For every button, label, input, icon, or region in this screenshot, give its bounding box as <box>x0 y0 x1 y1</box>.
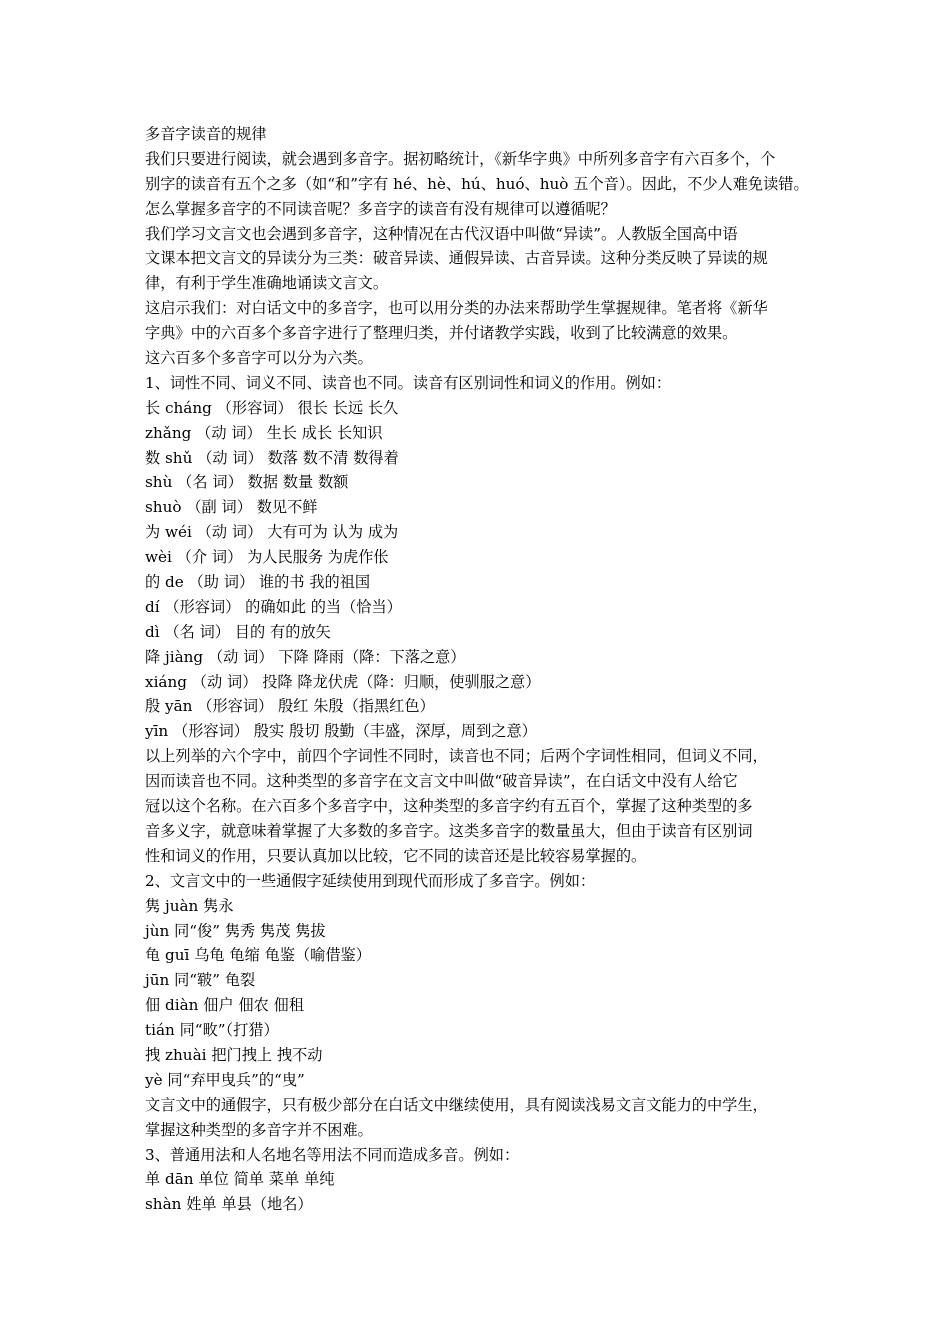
text-line: 律，有利于学生准确地诵读文言文。 <box>145 274 388 293</box>
text-line: 掌握这种类型的多音字并不困难。 <box>145 1120 373 1139</box>
example-line: wèi （介 词） 为人民服务 为虎作伥 <box>145 548 389 567</box>
text-line: 音多义字，就意味着掌握了大多数的多音字。这类多音字的数量虽大，但由于读音有区别词 <box>145 821 753 840</box>
example-line: 单 dān 单位 简单 菜单 单纯 <box>145 1170 335 1189</box>
text-line: 性和词义的作用，只要认真加以比较，它不同的读音还是比较容易掌握的。 <box>145 846 647 865</box>
document-title: 多音字读音的规律 <box>145 125 267 143</box>
example-line: 拽 zhuài 把门拽上 拽不动 <box>145 1045 323 1064</box>
section-heading: 1、词性不同、词义不同、读音也不同。读音有区别词性和词义的作用。例如： <box>145 373 672 392</box>
example-line: jūn 同“皲” 龟裂 <box>145 971 256 990</box>
example-line: 数 shǔ （动 词） 数落 数不清 数得着 <box>145 448 399 467</box>
example-line: shù （名 词） 数据 数量 数额 <box>145 473 349 492</box>
example-line: yè 同“弃甲曳兵”的“曳” <box>145 1070 305 1089</box>
text-line: 以上列举的六个字中，前四个字词性不同时，读音也不同；后两个字词性相同，但词义不同， <box>145 747 768 766</box>
example-line: xiáng （动 词） 投降 降龙伏虎（降：归顺，使驯服之意） <box>145 672 541 691</box>
example-line: 长 cháng （形容词） 很长 长远 长久 <box>145 398 399 417</box>
text-line: 冠以这个名称。在六百多个多音字中，这种类型的多音字约有五百个，掌握了这种类型的多 <box>145 797 753 816</box>
text-line: 这六百多个多音字可以分为六类。 <box>145 349 373 368</box>
document-body <box>145 122 813 1217</box>
example-line: 降 jiàng （动 词） 下降 降雨（降：下落之意） <box>145 647 466 666</box>
example-line: 龟 guī 乌龟 龟缩 龟鉴（喻借鉴） <box>145 946 371 965</box>
example-line: 佃 diàn 佃户 佃农 佃租 <box>145 996 305 1015</box>
text-line: 这启示我们：对白话文中的多音字，也可以用分类的办法来帮助学生掌握规律。笔者将《新华 <box>145 299 768 318</box>
example-line: shuò （副 词） 数见不鲜 <box>145 498 318 517</box>
text-line: 文言文中的通假字，只有极少部分在白话文中继续使用，具有阅读浅易文言文能力的中学生， <box>145 1095 768 1114</box>
example-line: dì （名 词） 目的 有的放矢 <box>145 622 331 641</box>
example-line: yīn （形容词） 殷实 殷切 殷勤（丰盛，深厚，周到之意） <box>145 722 537 741</box>
example-line: 殷 yān （形容词） 殷红 朱殷（指黑红色） <box>145 697 435 716</box>
example-line: jùn 同“俊” 隽秀 隽茂 隽拔 <box>145 921 326 940</box>
example-line: dí （形容词） 的确如此 的当（恰当） <box>145 597 402 616</box>
example-line: 的 de （助 词） 谁的书 我的祖国 <box>145 573 371 592</box>
section-heading: 3、普通用法和人名地名等用法不同而造成多音。例如： <box>145 1145 520 1164</box>
text-line: 我们学习文言文也会遇到多音字，这种情况在古代汉语中叫做“异读”。人教版全国高中语 <box>145 224 738 243</box>
section-heading: 2、文言文中的一些通假字延续使用到现代而形成了多音字。例如： <box>145 871 596 890</box>
example-line: zhǎng （动 词） 生长 成长 长知识 <box>145 423 383 442</box>
example-line: 隽 juàn 隽永 <box>145 896 234 915</box>
text-line: 字典》中的六百多个多音字进行了整理归类，并付诸教学实践，收到了比较满意的效果。 <box>145 324 738 343</box>
example-line: tián 同“畋”（打猎） <box>145 1021 279 1040</box>
example-line: shàn 姓单 单县（地名） <box>145 1195 313 1214</box>
text-line: 因而读音也不同。这种类型的多音字在文言文中叫做“破音异读”，在白话文中没有人给它 <box>145 772 738 791</box>
text-line: 别字的读音有五个之多（如“和”字有 hé、hè、hú、huó、huò 五个音）。因此，不少人难免读错。 <box>145 174 809 193</box>
text-line: 怎么掌握多音字的不同读音呢？多音字的读音有没有规律可以遵循呢？ <box>145 199 616 218</box>
text-line: 文课本把文言文的异读分为三类：破音异读、通假异读、古音异读。这种分类反映了异读的规 <box>145 249 768 268</box>
text-line: 我们只要进行阅读，就会遇到多音字。据初略统计，《新华字典》中所列多音字有六百多个，个 <box>145 149 776 168</box>
example-line: 为 wéi （动 词） 大有可为 认为 成为 <box>145 523 399 542</box>
